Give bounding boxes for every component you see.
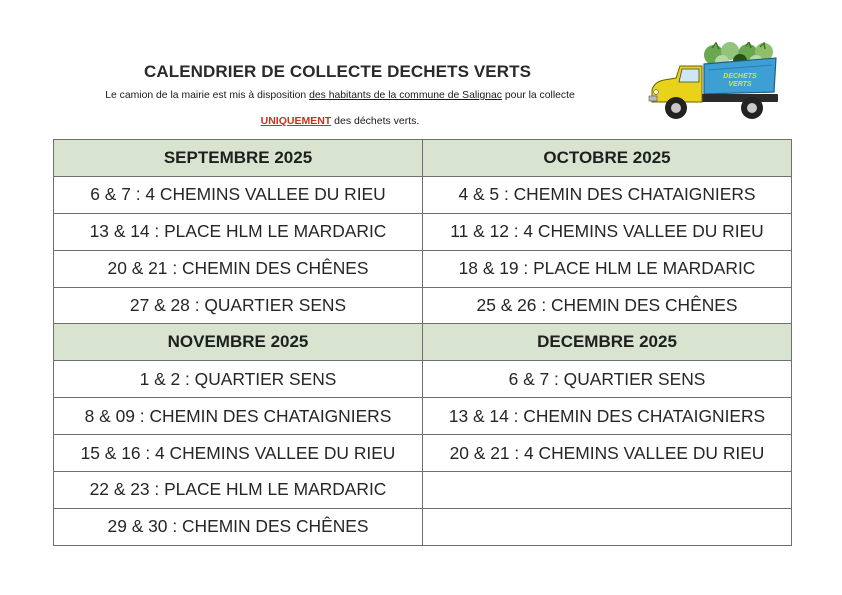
- month-header-row: [54, 324, 792, 361]
- collection-date-cell: 29 & 30 : CHEMIN DES CHÊNES: [54, 508, 423, 545]
- subtitle-underlined: des habitants de la commune de Salignac: [309, 90, 503, 101]
- month-header: OCTOBRE 2025: [423, 140, 792, 177]
- collection-date-cell: 20 & 21 : CHEMIN DES CHÊNES: [54, 250, 423, 287]
- collection-date-cell: 1 & 2 : QUARTIER SENS: [54, 361, 423, 398]
- collection-date-cell: 27 & 28 : QUARTIER SENS: [54, 287, 423, 324]
- collection-date-cell: 18 & 19 : PLACE HLM LE MARDARIC: [423, 250, 792, 287]
- collection-date-cell: 13 & 14 : CHEMIN DES CHATAIGNIERS: [423, 398, 792, 435]
- collection-date-cell: 6 & 7 : QUARTIER SENS: [423, 361, 792, 398]
- truck-label-line2: VERTS: [728, 81, 752, 88]
- collection-date-cell: 20 & 21 : 4 CHEMINS VALLEE DU RIEU: [423, 435, 792, 472]
- subtitle-text-start: Le camion de la mairie est mis à disposition: [105, 90, 310, 101]
- month-header-row: [54, 140, 792, 177]
- collection-calendar-table: [53, 139, 792, 546]
- collection-date-cell: [423, 508, 792, 545]
- note-emphasis: UNIQUEMENT: [260, 115, 332, 127]
- table-row: [54, 213, 792, 250]
- table-row: [54, 508, 792, 545]
- month-header: NOVEMBRE 2025: [54, 324, 423, 361]
- table-row: [54, 435, 792, 472]
- table-row: [54, 472, 792, 509]
- subtitle-text-end: pour la collecte: [502, 90, 575, 101]
- month-header: SEPTEMBRE 2025: [54, 140, 423, 177]
- collection-date-cell: 8 & 09 : CHEMIN DES CHATAIGNIERS: [54, 398, 423, 435]
- table-row: [54, 287, 792, 324]
- collection-date-cell: 6 & 7 : 4 CHEMINS VALLEE DU RIEU: [54, 176, 423, 213]
- table-row: [54, 361, 792, 398]
- truck-label-line1: DECHETS: [723, 73, 757, 80]
- table-row: [54, 250, 792, 287]
- subtitle: [40, 90, 640, 101]
- month-header: DECEMBRE 2025: [423, 324, 792, 361]
- collection-date-cell: [423, 472, 792, 509]
- truck-icon: [646, 42, 781, 127]
- collection-date-cell: 15 & 16 : 4 CHEMINS VALLEE DU RIEU: [54, 435, 423, 472]
- collection-date-cell: 11 & 12 : 4 CHEMINS VALLEE DU RIEU: [423, 213, 792, 250]
- collection-date-cell: 4 & 5 : CHEMIN DES CHATAIGNIERS: [423, 176, 792, 213]
- collection-date-cell: 13 & 14 : PLACE HLM LE MARDARIC: [54, 213, 423, 250]
- collection-date-cell: 25 & 26 : CHEMIN DES CHÊNES: [423, 287, 792, 324]
- note-text: des déchets verts.: [331, 115, 420, 127]
- table-row: [54, 176, 792, 213]
- page-title: CALENDRIER DE COLLECTE DECHETS VERTS: [143, 62, 532, 81]
- collection-date-cell: 22 & 23 : PLACE HLM LE MARDARIC: [54, 472, 423, 509]
- table-row: [54, 398, 792, 435]
- green-waste-note: [180, 115, 500, 127]
